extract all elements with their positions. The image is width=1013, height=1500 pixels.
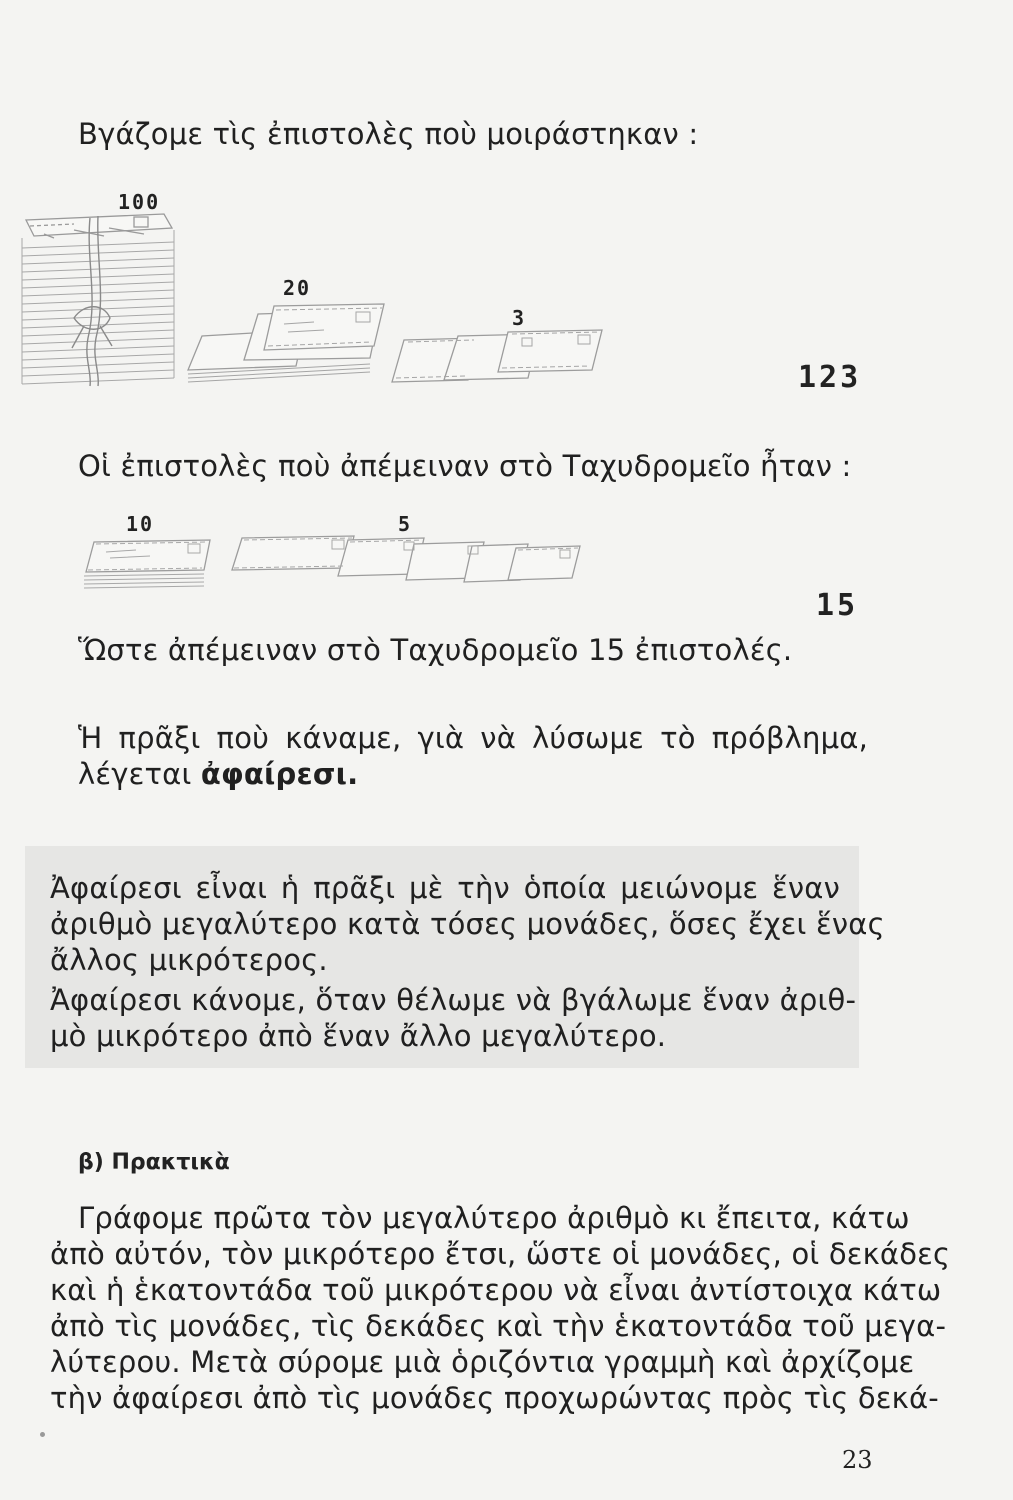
practical-line-1: Γράφομε πρῶτα τὸν μεγαλύτερο ἀριθμὸ κι ἔπειτα, κάτω <box>78 1201 910 1235</box>
definition-line-5: μὸ μικρότερο ἀπὸ ἕναν ἄλλο μεγαλύτερο. <box>50 1019 667 1053</box>
label-five: 5 <box>398 512 413 536</box>
definition-line-4: Ἀφαίρεσι κάνομε, ὅταν θέλωμε νὰ βγάλωμε ἕναν ἀριθ- <box>50 983 857 1017</box>
letter-bundle-illustration <box>14 208 184 390</box>
practical-line-6: τὴν ἀφαίρεσι ἀπὸ τὶς μονάδες προχωρώντας πρὸς τὶς δεκά- <box>50 1381 939 1415</box>
ink-speck <box>40 1432 45 1437</box>
label-three: 3 <box>512 306 527 330</box>
letter-three-illustration <box>388 326 608 388</box>
label-twenty: 20 <box>283 276 312 300</box>
practical-line-3: καὶ ἡ ἑκατοντάδα τοῦ μικρότερου νὰ εἶναι ἀντίστοιχα κάτω <box>50 1273 942 1307</box>
label-ten: 10 <box>126 512 155 536</box>
definition-line-3: ἄλλος μικρότερος. <box>50 943 328 977</box>
operation-line-1: Ἡ πρᾶξι ποὺ κάναμε, γιὰ νὰ λύσωμε τὸ πρόβλημα, <box>78 721 868 755</box>
letter-five-illustration <box>228 530 584 590</box>
definition-line-2: ἀριθμὸ μεγαλύτερο κατὰ τόσες μονάδες, ὅσες ἔχει ἕνας <box>50 907 885 941</box>
remaining-line: Οἱ ἐπιστολὲς ποὺ ἀπέμειναν στὸ Ταχυδρομεῖο ἦταν : <box>78 449 852 483</box>
remaining-total: 15 <box>816 588 859 623</box>
page-number: 23 <box>842 1446 873 1474</box>
practical-line-4: ἀπὸ τὶς μονάδες, τὶς δεκάδες καὶ τὴν ἑκατοντάδα τοῦ μεγα- <box>50 1309 947 1343</box>
practical-line-2: ἀπὸ αὐτόν, τὸν μικρότερο ἔτσι, ὥστε οἱ μονάδες, οἱ δεκάδες <box>50 1237 951 1271</box>
practical-line-5: λύτερου. Μετὰ σύρομε μιὰ ὁριζόντια γραμμὴ καὶ ἀρχίζομε <box>50 1345 915 1379</box>
section-heading: β) Πρακτικὰ <box>78 1150 230 1175</box>
delivered-total: 123 <box>798 360 862 395</box>
label-hundred: 100 <box>118 190 161 214</box>
operation-line-2 <box>78 756 358 792</box>
letter-pile-twenty-illustration <box>184 300 394 386</box>
operation-line-2-prefix: λέγεται <box>78 757 201 791</box>
intro-line: Βγάζομε τὶς ἐπιστολὲς ποὺ μοιράστηκαν : <box>78 117 699 151</box>
letter-pile-ten-illustration <box>80 536 214 592</box>
operation-term: ἀφαίρεσι. <box>200 757 359 791</box>
conclusion-line: Ὥστε ἀπέμειναν στὸ Ταχυδρομεῖο 15 ἐπιστολές. <box>78 633 793 667</box>
definition-line-1: Ἀφαίρεσι εἶναι ἡ πρᾶξι μὲ τὴν ὁποία μειώνομε ἕναν <box>50 871 840 905</box>
